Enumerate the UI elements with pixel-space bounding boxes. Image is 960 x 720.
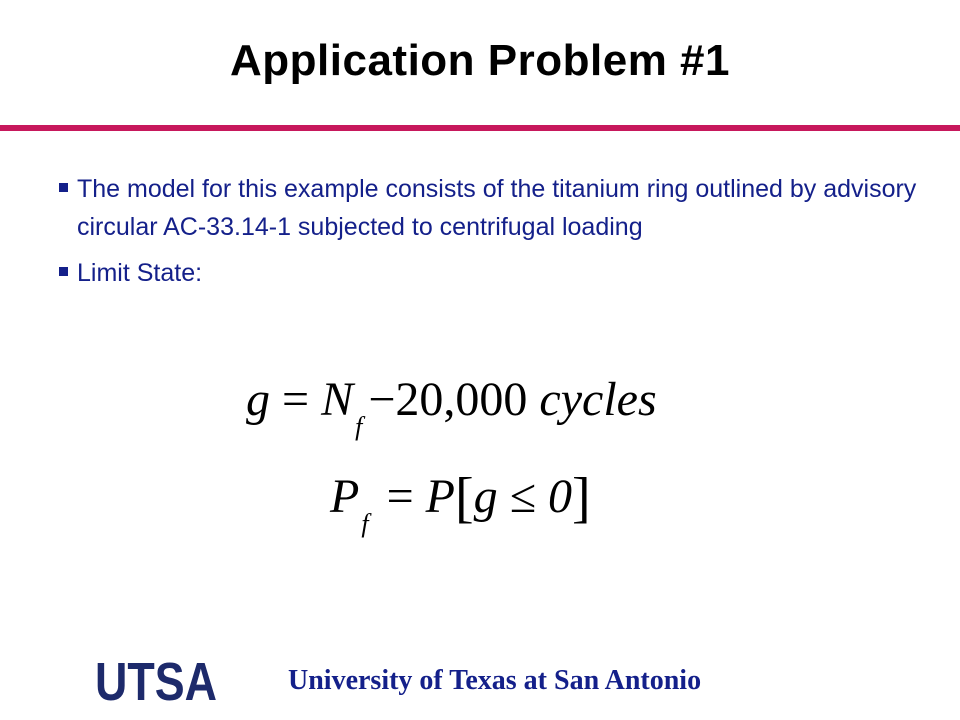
eq2-expression: g ≤ 0 xyxy=(473,470,572,523)
eq1-number: 20,000 xyxy=(395,373,528,426)
eq1-subscript: f xyxy=(355,412,363,441)
eq2-equals: = xyxy=(386,470,414,523)
bullet-item-model xyxy=(58,170,918,246)
eq2-subscript: f xyxy=(361,509,369,538)
square-bullet-icon xyxy=(59,267,68,276)
bullet-item-limit-state xyxy=(58,254,918,292)
eq1-operator: − xyxy=(368,373,396,426)
eq2-func: P xyxy=(425,470,455,523)
bullet-text-model: The model for this example consists of the titanium ring outlined by advisory circular AC-33.14-1 subjected to centrifugal loading xyxy=(77,175,917,241)
equation-limit-state xyxy=(246,372,657,441)
utsa-logo xyxy=(95,652,217,712)
institution-name: University of Texas at San Antonio xyxy=(288,665,702,696)
bullet-list xyxy=(58,170,918,300)
eq2-open-bracket: [ xyxy=(454,467,474,529)
eq1-var: N xyxy=(321,373,354,426)
slide-title: Application Problem #1 xyxy=(230,36,730,85)
eq1-unit: cycles xyxy=(539,373,657,426)
utsa-logo-text: UTSA xyxy=(95,652,217,712)
eq2-lhs: P xyxy=(330,470,360,523)
title-divider xyxy=(0,125,960,131)
eq1-equals: = xyxy=(282,373,310,426)
eq1-lhs: g xyxy=(246,373,270,426)
bullet-text-limit-state: Limit State: xyxy=(77,259,203,287)
square-bullet-icon xyxy=(59,183,68,192)
eq2-close-bracket: ] xyxy=(571,467,591,529)
equation-probability-of-failure xyxy=(330,462,591,538)
